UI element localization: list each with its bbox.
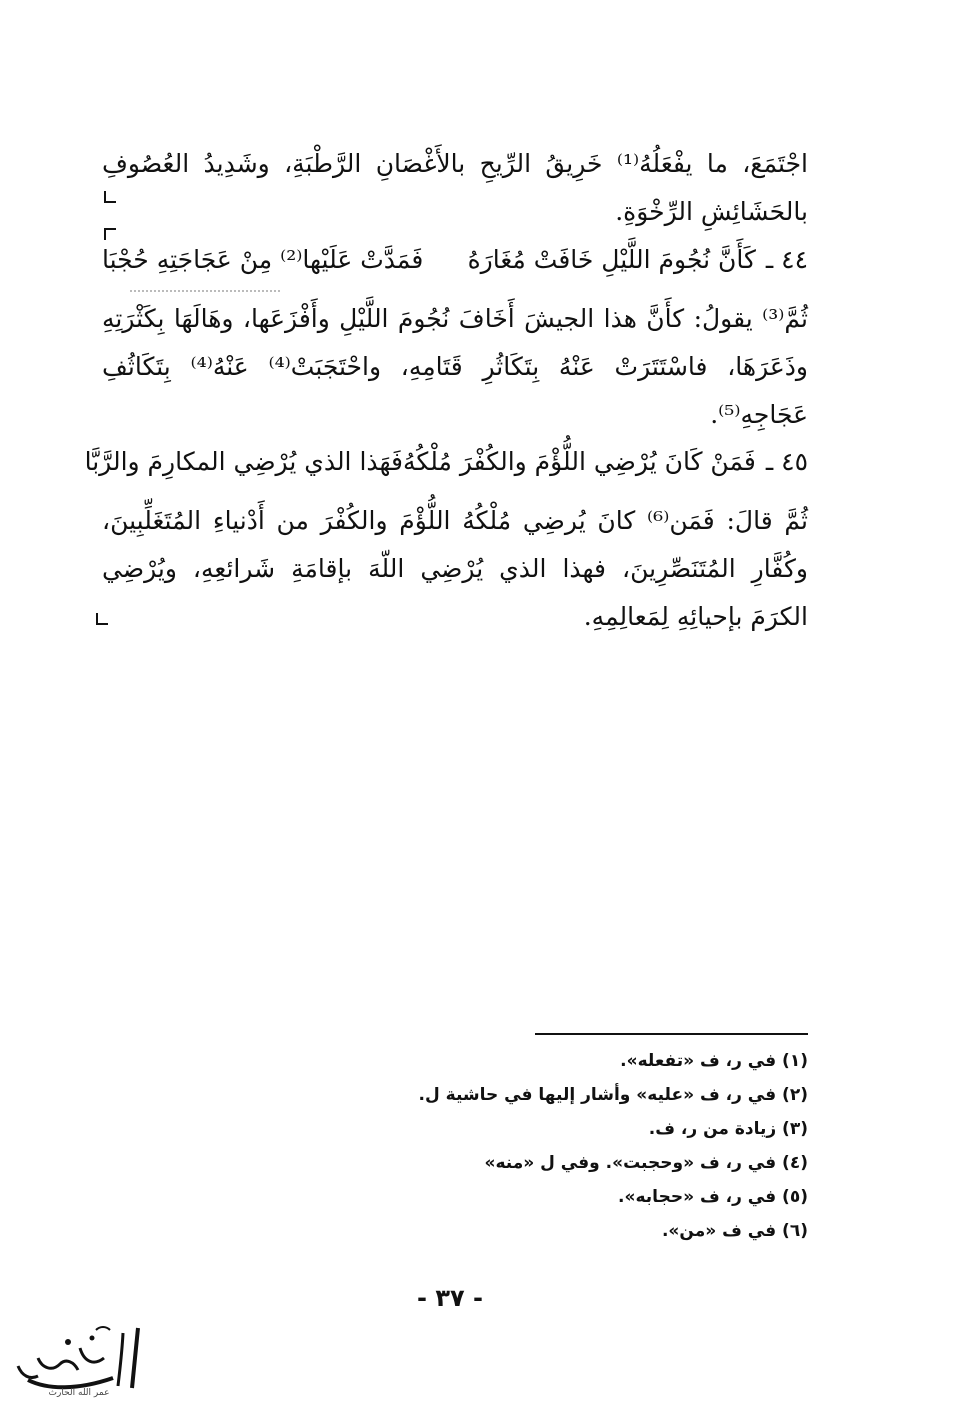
footnote-2: (٢) في ر، ف «عليه» وأشار إليها في حاشية ل. [418,1085,808,1105]
verse-second-hemistich: فَهَذا الذي يُرْضِي المكارِمَ والرَّبَّا [84,447,403,476]
verse-number: ٤٥ ـ [765,447,808,476]
footnote-6: (٦) في ف «من». [661,1221,808,1241]
commentary-paragraph-3: ثُمَّ قالَ: فَمَن⁽⁶⁾ كانَ يُرضِي مُلْكُهُ اللُّؤْمَ والكُفْرَ من أَدْنياءِ المُتَغَلِّبِينَ، وكُفَّارِ المُتَنَصِّرِينَ، فهذا الذي يُرْضِي اللّهَ بإقامَةِ شَرائعِهِ، ويُرْضِي الكرَمَ بإحيائِهِ لِمَعالِمِهِ. [102,506,808,631]
verse-number: ٤٤ ـ [765,245,808,274]
verse-45 [84,440,808,484]
footnote-rule [535,1033,808,1035]
dotted-separator [130,290,280,292]
verse-second-hemistich: فَمَدَّتْ عَلَيْها⁽²⁾ مِنْ عَجَاجَتِهِ حُجْبَا [102,245,424,274]
footnote-5: (٥) في ر، ف «حجابه». [618,1187,808,1207]
verse-44 [102,238,808,282]
section-end-marker [96,613,108,625]
section-end-marker [104,191,116,203]
verse-first-hemistich: فَمَنْ كَانَ يُرْضِي اللُّؤْمَ والكُفْرَ مُلْكُهُ [403,447,756,476]
footnote-3: (٣) زيادة من ر، ف. [648,1119,808,1139]
verse-first-hemistich: كَأَنَّ نُجُومَ اللَّيْلِ خَافَتْ مُغَارَهُ [467,245,756,274]
footnote-1: (١) في ر، ف «تفعله». [620,1051,808,1071]
commentary-paragraph-1: اجْتَمَعَ، ما يفْعَلُهُ⁽¹⁾ خَرِيقُ الرِّيحِ بالأَغْصَانِ الرَّطْبَةِ، وشَدِيدُ العُصُوفِ بالحَشَائِشِ الرِّخْوَةِ. [102,149,808,226]
page-number: - ٣٧ - [417,1284,483,1312]
footnote-4: (٤) في ر، ف «وحجبت». وفي ل «منه» [484,1153,808,1173]
footnotes-list [300,1044,808,1248]
logo-subtext: عمر الله الحارث [48,1388,110,1398]
commentary-paragraph-2: ثُمَّ⁽³⁾ يقولُ: كأَنَّ هذا الجيشَ أَخَافَ نُجُومَ اللَّيْلِ وأَفْزَعَها، وهَالَهَا بِكَثْرَتِهِ وذَعَرَهَا، فاسْتَتَرَتْ عَنْهُ بِتَكَاثُرِ قَتَامِهِ، واحْتَجَبَتْ⁽⁴⁾ عَنْهُ⁽⁴⁾ بِتَكَاثُفِ عَجَاجِهِ⁽⁵⁾. [102,304,808,429]
